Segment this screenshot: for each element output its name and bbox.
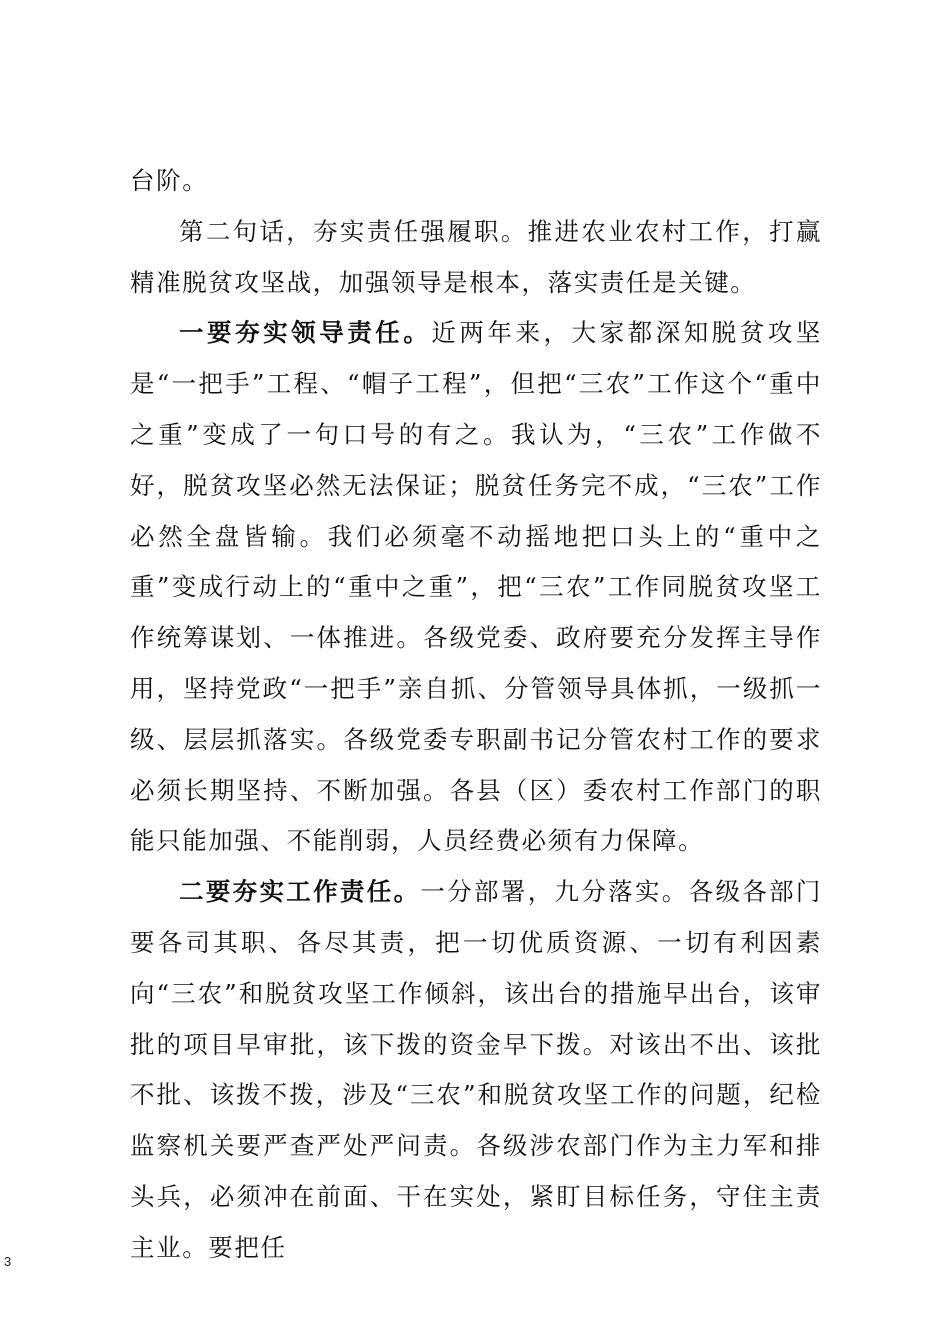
paragraph-second-point [130,207,822,309]
paragraph-text: 一分部署，九分落实。各级各部门要各司其职、各尽其责，把一切优质资源、一切有利因素向“三农”和脱贫攻坚工作倾斜，该出台的措施早出台，该审批的项目早审批，该下拨的资金早下拨。对该出不出、该批不批、该拨不拨，涉及“三农”和脱贫攻坚工作的问题，纪检监察机关要严查严处严问责。各级涉农部门作为主力军和排头兵，必须冲在前面、干在实处，紧盯目标任务，守住主责主业。要把任 [130,877,823,1262]
body-text [130,156,822,1274]
page-number: 3 [4,1254,12,1269]
paragraph-text: 第二句话，夯实责任强履职。推进农业农村工作，打赢精准脱贫攻坚战，加强领导是根本，落实责任是关键。 [130,216,822,297]
paragraph-work-responsibility [130,867,822,1273]
paragraph-heading: 二要夯实工作责任。 [179,877,421,907]
paragraph-heading: 一要夯实领导责任。 [179,318,432,348]
paragraph-text: 近两年来，大家都深知脱贫攻坚是“一把手”工程、“帽子工程”，但把“三农”工作这个“重中之重”变成了一句口号的有之。我认为，“三农”工作做不好，脱贫攻坚必然无法保证；脱贫任务完不成，“三农”工作必然全盘皆输。我们必须毫不动摇地把口头上的“重中之重”变成行动上的“重中之重”，把“三农”工作同脱贫攻坚工作统筹谋划、一体推进。各级党委、政府要充分发挥主导作用，坚持党政“一把手”亲自抓、分管领导具体抓，一级抓一级、层层抓落实。各级党委专职副书记分管农村工作的要求必须长期坚持、不断加强。各县（区）委农村工作部门的职能只能加强、不能削弱，人员经费必须有力保障。 [130,318,822,856]
paragraph-continuation [130,156,822,207]
paragraph-leadership-responsibility [130,308,822,867]
paragraph-text: 台阶。 [130,166,209,195]
